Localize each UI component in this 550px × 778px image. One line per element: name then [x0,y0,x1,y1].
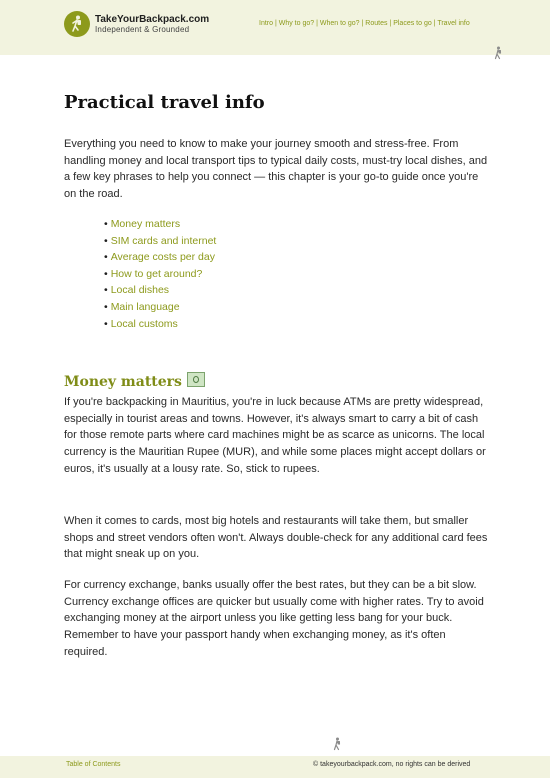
list-item[interactable]: • Average costs per day [104,251,215,264]
top-navigation: Intro | Why to go? | When to go? | Routes | Places to go | Travel info [259,20,470,27]
hiker-icon [331,737,343,751]
logo[interactable] [64,11,90,37]
list-item[interactable]: • Money matters [104,218,181,230]
hiker-icon [64,11,90,37]
list-item[interactable]: • Local customs [104,317,178,330]
list-item[interactable]: • How to get around? [104,267,203,280]
nav-link-intro[interactable]: Intro [259,20,274,27]
table-of-contents-link[interactable]: Table of Contents [66,761,121,768]
brand-name[interactable]: TakeYourBackpack.com [95,14,210,25]
page-title: Practical travel info [64,92,265,113]
nav-link-places-to-go[interactable]: Places to go [393,20,432,27]
section-heading-text: Money matters [64,374,182,390]
list-item[interactable]: • Local dishes [104,284,170,297]
list-item[interactable]: • Main language [104,300,180,313]
toc-link-sim-cards[interactable]: SIM cards and internet [110,234,217,247]
nav-link-when-to-go[interactable]: When to go? [319,20,360,27]
footer-copyright: © takeyourbackpack.com, no rights can be derived [313,761,471,768]
section-heading-money-matters [64,372,205,390]
toc-link-local-customs[interactable]: Local customs [110,317,178,330]
body-paragraph-cards: When it comes to cards, most big hotels and restaurants will take them, but smaller shops and street vendors often won't. Always double-check for any additional card fees that might sneak up on you. [64,515,488,561]
toc-link-local-dishes[interactable]: Local dishes [110,284,170,297]
header-band [0,0,550,55]
intro-paragraph: Everything you need to know to make your journey smooth and stress-free. From handling money and local transport tips to typical daily costs, must-try local dishes, and a few key phrases to help you connect — this chapter is your go-to guide once you're on the road. [64,138,488,201]
body-paragraph-atms: If you're backpacking in Mauritius, you're in luck because ATMs are pretty widespread, especially in tourist areas and towns. However, it's always smart to carry a bit of cash for those remote parts where card machines might be as scarce as unicorns. The local currency is the Mauritian Rupee (MUR), and while some places might accept dollars or euros, it's usually at a lousy rate. So, stick to rupees. [64,396,486,475]
nav-link-travel-info[interactable]: Travel info [437,20,470,27]
money-icon [187,372,205,387]
toc-link-getting-around[interactable]: How to get around? [110,267,203,280]
toc-link-average-costs[interactable]: Average costs per day [110,251,215,264]
toc-link-money-matters[interactable]: Money matters [110,218,181,230]
brand-tagline: Independent & Grounded [95,25,190,34]
toc-link-main-language[interactable]: Main language [110,300,180,313]
chapter-contents-list [104,216,216,332]
list-item[interactable]: • SIM cards and internet [104,234,217,247]
hiker-icon [492,46,504,60]
footer-band [0,756,550,778]
nav-link-routes[interactable]: Routes [365,20,388,27]
nav-link-why-to-go[interactable]: Why to go? [278,20,315,27]
body-paragraph-exchange: For currency exchange, banks usually offer the best rates, but they can be a bit slow. Currency exchange offices are quicker but usually come with higher rates. Try to avoid exchanging money at the airport unless you like getting less bang for your buck. Remember to have your passport handy when exchanging money, as it's often required. [64,579,484,658]
